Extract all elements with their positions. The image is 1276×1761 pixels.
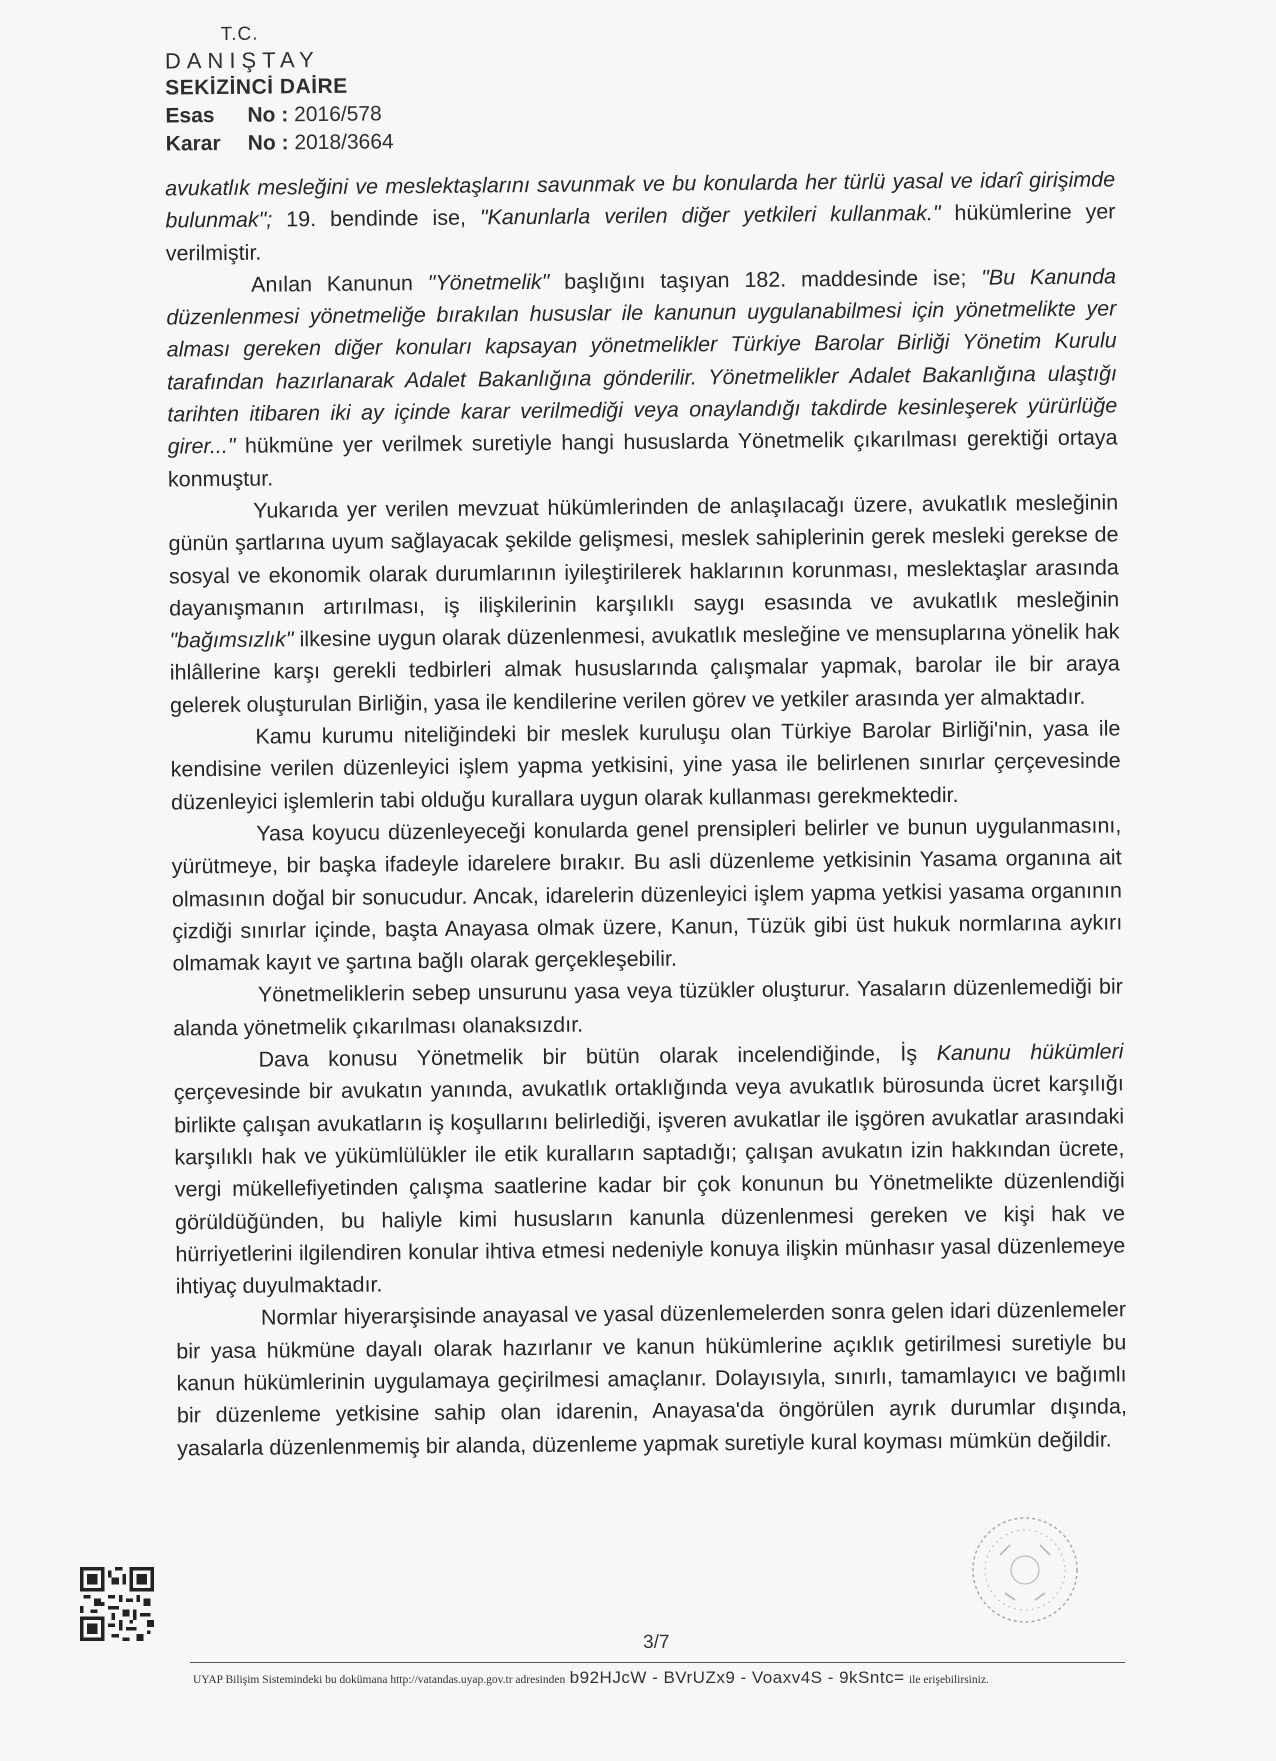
- karar-label: Karar: [165, 131, 221, 156]
- quoted-text: "Bu Kanunda düzenlenmesi yönetmeliğe bırakılan hususlar ile kanunun uygulanabilmesi için yönetmelikte yer alması gereken diğer konuları kapsayan yönetmelikler Türkiye Barolar Birliği Yönetim Kurulu tarafından hazırlanarak Adalet Bakanlığına gönderilir. Yönetmelikler Adalet Bakanlığına ulaştığı tarihten itibaren iki ay içinde karar verilmediği veya onaylandığı takdirde kesinleşerek yürürlüğe girer...": [166, 264, 1118, 459]
- header-court: DANIŞTAY: [164, 47, 320, 74]
- esas-label: Esas: [165, 104, 215, 128]
- quoted-text: Kanunu hükümleri: [936, 1039, 1124, 1066]
- esas-row: [165, 102, 393, 128]
- quoted-text: "Kanunlarla verilen diğer yetkileri kullanmak.": [479, 201, 955, 230]
- karar-number: 2018/3664: [294, 130, 394, 155]
- text-segment: Dava konusu Yönetmelik bir bütün olarak incelendiğinde, İş: [258, 1041, 937, 1072]
- document-body: [165, 163, 1127, 1464]
- esas-number: 2016/578: [294, 102, 382, 127]
- text-segment: Normlar hiyerarşisinde anayasal ve yasal düzenlemelerden sonra gelen idari düzenlemeler bir yasa hükmüne dayalı olarak hazırlanır ve kanun hükümlerine açıklık getirilmesi suretiyle bu kanun hükümlerinin uygulamaya geçirilmesi amaçlanır. Dolayısıyla, sınırlı, tamamlayıcı ve bağımlı bir düzenleme yetkisine sahip olan idarenin, Anayasa'da öngörülen ayrık durumlar dışında, yasalarla düzenlenmemiş bir alanda, düzenleme yapmak suretiyle kural koyması mümkün değildir.: [176, 1297, 1128, 1461]
- text-segment: Yukarıda yer verilen mevzuat hükümlerinden de anlaşılacağı üzere, avukatlık mesleğinin günün şartlarına uyum sağlayacak şekilde gelişmesi, meslek sahiplerinin gerek mesleki gerekse de sosyal ve ekonomik olarak durumlarının iyileştirilerek haklarının korunması, meslektaşlar arasında dayanışmanın artırılması, iş ilişkilerinin karşılıklı saygı esasında ve avukatlık mesleğinin: [168, 490, 1120, 621]
- footer: [193, 1668, 1133, 1688]
- text-segment: Yasa koyucu düzenleyeceği konularda genel prensipleri belirler ve bunun uygulanmasını, yürütmeye, bir başka ifadeyle idarelere bırakır. Bu asli düzenleme yetkisinin Yasama organına ait olmasının doğal bir sonucudur. Ancak, idarelerin düzenleyici işlem yapma yetkisi yasama organının çizdiği sınırlar içinde, başta Anayasa olmak üzere, Kanun, Tüzük gibi üst hukuk normlarına aykırı olmamak kayıt ve şartına bağlı olarak gerçekleşebilir.: [171, 813, 1123, 976]
- text-segment: 19. bendinde ise,: [286, 205, 481, 232]
- paragraph: [166, 260, 1118, 495]
- karar-row: [166, 130, 394, 156]
- quoted-text: "bağımsızlık": [169, 627, 300, 653]
- text-segment: hükümlerine yer verilmiştir.: [165, 199, 1116, 266]
- footer-suffix: ile erişebilirsiniz.: [908, 1674, 989, 1686]
- qr-code-icon: [80, 1567, 154, 1641]
- paragraph: [176, 1294, 1128, 1465]
- esas-no-label: No :: [247, 103, 289, 127]
- paragraph: [173, 1035, 1125, 1302]
- header-tc: T.C.: [220, 23, 259, 45]
- paragraph: [173, 971, 1124, 1045]
- quoted-text: avukatlık mesleğini ve meslektaşlarını savunmak ve bu konularda her türlü yasal ve idarî girişimde bulunmak";: [165, 167, 1116, 233]
- paragraph: [171, 809, 1123, 980]
- official-seal-stamp: [905, 1475, 1120, 1625]
- header-department: SEKİZİNCİ DAİRE: [165, 74, 348, 100]
- text-segment: Anılan Kanunun: [250, 270, 428, 297]
- document-header: [165, 22, 394, 156]
- page-number: 3/7: [643, 1631, 670, 1654]
- karar-no-label: No :: [247, 131, 289, 155]
- quoted-text: "Yönetmelik": [427, 269, 565, 295]
- paragraph: [165, 163, 1116, 269]
- text-segment: Yönetmeliklerin sebep unsurunu yasa veya tüzükler oluşturur. Yasaların düzenlemediği bir alanda yönetmelik çıkarılması olanaksızdır.: [173, 974, 1123, 1041]
- paragraph: [168, 486, 1120, 721]
- text-segment: çerçevesinde bir avukatın yanında, avukatlık ortaklığında veya avukatlık bürosunda ücret karşılığı birlikte çalışan avukatların iş koşullarını belirlediği, işveren avukatlar ile işgören avukatlar arasındaki karşılıklı hak ve yükümlülükler ile etik kuralların saptadığı; çalışan avukatın izin hakkından ücrete, vergi mükellefiyetinden çalışma saatlerine kadar bir çok konunun bu Yönetmelikte düzenlendiği görüldüğünden, bu haliyle kimi hususların kanunla düzenlenmesi gereken ve kişi hak ve hürriyetlerini ilgilendiren konular ihtiva etmesi nedeniyle konuya ilişkin münhasır yasal düzenlemeye ihtiyaç duyulmaktadır.: [173, 1071, 1126, 1299]
- footer-prefix: UYAP Bilişim Sistemindeki bu dokümana http://vatandas.uyap.gov.tr adresinden: [193, 1674, 566, 1686]
- text-segment: Kamu kurumu niteliğindeki bir meslek kuruluşu olan Türkiye Barolar Birliği'nin, yasa ile kendisine verilen düzenleyici işlem yapma yetkisini, yine yasa ile belirlenen sınırlar çerçevesinde düzenleyici işlemlerin tabi olduğu kurallara uygun olarak kullanması gerekmektedir.: [170, 716, 1121, 815]
- text-segment: ilkesine uygun olarak düzenlenmesi, avukatlık mesleğine ve mensuplarına yönelik hak ihlâllerine karşı gerekli tedbirleri almak hususlarında çalışmalar yapmak, barolar ile bir araya gelerek oluşturulan Birliğin, yasa ile kendilerine verilen görev ve yetkiler arasında yer almaktadır.: [169, 619, 1120, 718]
- text-segment: başlığını taşıyan 182. maddesinde ise;: [564, 265, 982, 294]
- text-segment: hükmüne yer verilmek suretiyle hangi hususlarda Yönetmelik çıkarılması gerektiği ortaya konmuştur.: [167, 425, 1118, 492]
- footer-divider: [190, 1662, 1125, 1663]
- footer-access-code: b92HJcW - BVrUZx9 - Voaxv4S - 9kSntc=: [569, 1668, 905, 1687]
- paragraph: [170, 712, 1121, 818]
